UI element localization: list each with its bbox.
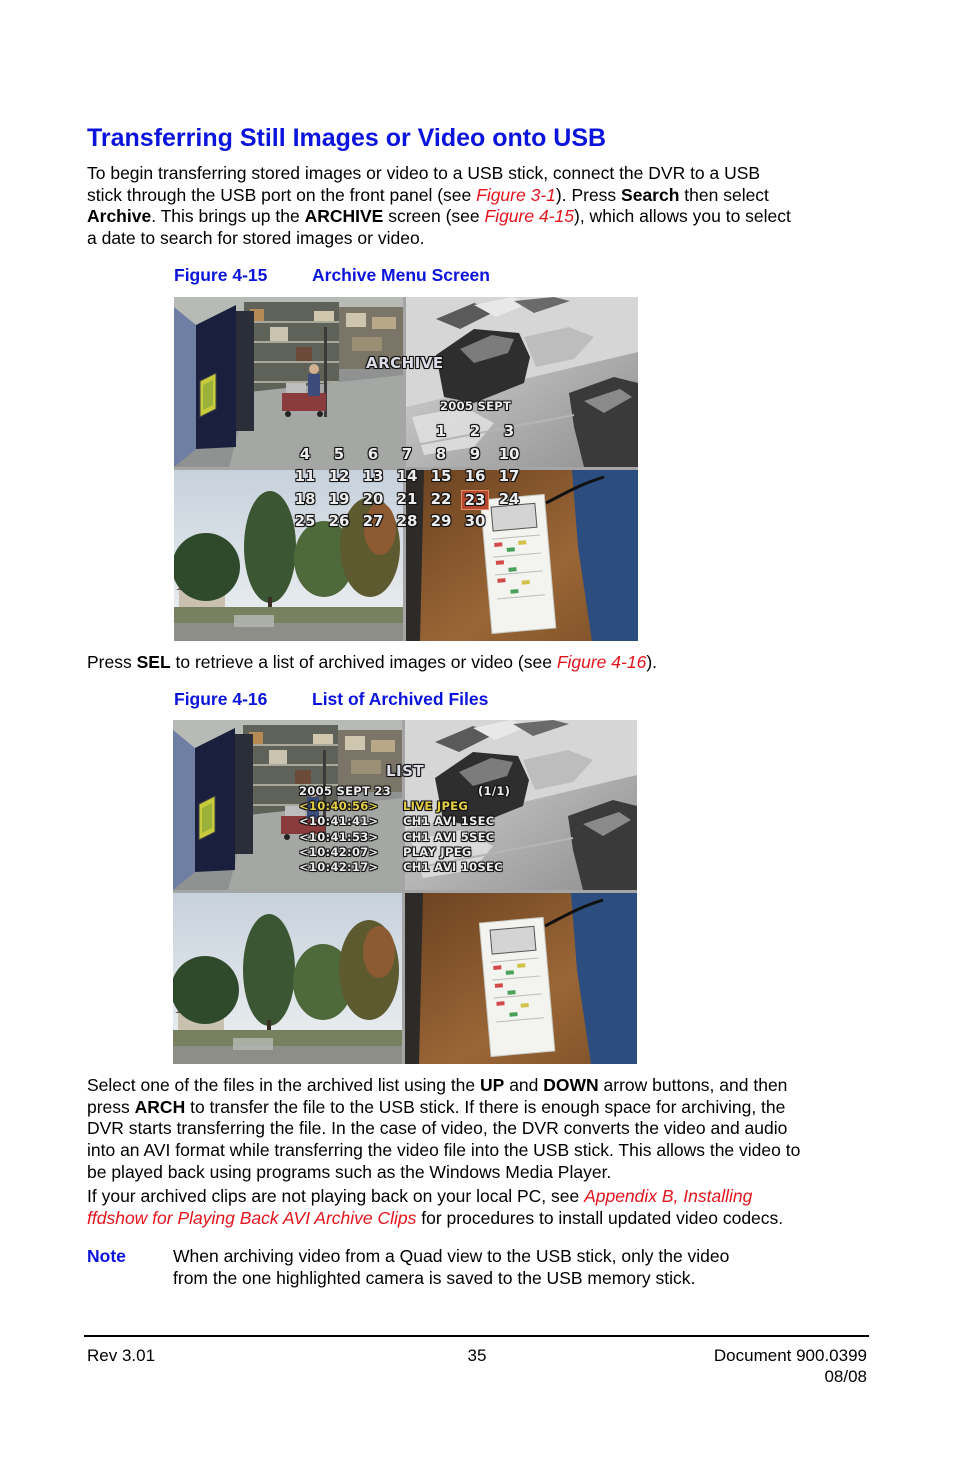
text-run: press bbox=[87, 1096, 135, 1117]
list-screen-title: LIST bbox=[386, 762, 425, 780]
text-run: stick through the USB port on the front panel (see bbox=[87, 184, 477, 205]
archived-files-list-screenshot bbox=[173, 720, 637, 1064]
archive-menu-screenshot bbox=[174, 297, 638, 641]
text-run: Press bbox=[87, 652, 137, 672]
text-run: a date to search for stored images or video. bbox=[87, 228, 425, 249]
calendar-day[interactable]: 15 bbox=[430, 467, 452, 485]
archived-file-row[interactable] bbox=[299, 845, 599, 860]
calendar-day[interactable]: 7 bbox=[401, 444, 413, 463]
figure-title: Archive Menu Screen bbox=[312, 265, 490, 285]
calendar-day[interactable]: 9 bbox=[469, 444, 481, 463]
calendar-day[interactable]: 20 bbox=[362, 489, 384, 508]
bold-term: ARCH bbox=[134, 1096, 186, 1117]
footer-revision: Rev 3.01 bbox=[87, 1346, 156, 1365]
intro-paragraph bbox=[87, 163, 791, 250]
text-line bbox=[87, 206, 791, 228]
bold-term: SEL bbox=[136, 652, 171, 672]
calendar-day[interactable]: 21 bbox=[396, 489, 418, 508]
text-run: from the one highlighted camera is saved to the USB memory stick. bbox=[173, 1267, 696, 1288]
calendar-day[interactable]: 18 bbox=[294, 489, 316, 508]
bold-term: ARCHIVE bbox=[304, 206, 384, 227]
note-label: Note bbox=[87, 1246, 126, 1266]
calendar-day[interactable]: 5 bbox=[333, 444, 345, 463]
text-line bbox=[173, 1268, 729, 1290]
footer-document-number: Document 900.0399 bbox=[713, 1346, 867, 1365]
text-line bbox=[87, 1118, 800, 1140]
text-run: and bbox=[504, 1075, 544, 1095]
text-run: to transfer the file to the USB stick. If there is enough space for archiving, the bbox=[185, 1096, 786, 1117]
calendar-day[interactable]: 19 bbox=[328, 489, 350, 508]
calendar-day[interactable]: 25 bbox=[294, 512, 316, 530]
file-type: CH1 AVI 5SEC bbox=[403, 829, 495, 844]
cross-reference-link[interactable]: Figure 4-16 bbox=[556, 652, 647, 672]
figure-4-16-caption bbox=[174, 688, 574, 710]
text-line bbox=[87, 1186, 783, 1208]
calendar-day[interactable]: 29 bbox=[430, 512, 452, 530]
text-line bbox=[87, 1162, 800, 1184]
archive-calendar bbox=[288, 421, 526, 534]
bold-term: Search bbox=[621, 184, 680, 205]
list-date-label: 2005 SEPT 23 bbox=[299, 784, 392, 798]
calendar-day[interactable]: 30 bbox=[464, 512, 486, 530]
text-line bbox=[173, 1246, 729, 1268]
cross-reference-link[interactable]: Appendix B, Installing bbox=[584, 1186, 753, 1206]
archived-file-row[interactable] bbox=[299, 830, 599, 845]
calendar-day[interactable]: 14 bbox=[396, 467, 418, 485]
archived-file-row[interactable] bbox=[299, 814, 599, 829]
text-line bbox=[87, 1140, 800, 1162]
calendar-day[interactable]: 4 bbox=[299, 444, 311, 463]
cross-reference-link[interactable]: Figure 4-15 bbox=[484, 206, 574, 227]
text-run: ). Press bbox=[555, 184, 622, 205]
list-page-indicator: (1/1) bbox=[478, 784, 511, 798]
text-line bbox=[87, 1075, 800, 1097]
text-line bbox=[87, 185, 791, 207]
archived-file-list bbox=[299, 799, 599, 879]
text-run: into an AVI format while transferring the video file into the USB stick. This allows the video to bbox=[87, 1140, 801, 1161]
calendar-day[interactable]: 26 bbox=[328, 512, 350, 530]
text-run: ). bbox=[646, 652, 658, 672]
calendar-day[interactable]: 8 bbox=[435, 444, 447, 463]
cross-reference-link[interactable]: Figure 3-1 bbox=[476, 184, 556, 205]
calendar-day[interactable]: 28 bbox=[396, 512, 418, 530]
file-timestamp: <10:42:07> bbox=[299, 844, 379, 859]
text-run: To begin transferring stored images or video to a USB stick, connect the DVR to a USB bbox=[87, 163, 761, 183]
text-run: When archiving video from a Quad view to the USB stick, only the video bbox=[173, 1246, 730, 1266]
calendar-day-selected[interactable]: 23 bbox=[461, 490, 489, 511]
footer-rule bbox=[84, 1335, 869, 1337]
calendar-day[interactable]: 16 bbox=[464, 467, 486, 485]
text-run: to retrieve a list of archived images or video (see bbox=[170, 652, 557, 672]
archived-file-row-selected[interactable] bbox=[299, 799, 599, 814]
calendar-day[interactable]: 2 bbox=[469, 422, 481, 440]
text-run: Select one of the files in the archived list using the bbox=[87, 1075, 481, 1095]
retrieve-paragraph bbox=[87, 652, 657, 674]
calendar-day[interactable]: 11 bbox=[294, 467, 316, 485]
figure-label: Figure 4-15 bbox=[174, 265, 268, 285]
archive-month-label: 2005 SEPT bbox=[440, 399, 512, 413]
page-title: Transferring Still Images or Video onto USB bbox=[87, 124, 607, 152]
calendar-day[interactable]: 17 bbox=[498, 467, 520, 485]
text-line bbox=[87, 228, 791, 250]
text-run: arrow buttons, and then bbox=[598, 1075, 788, 1095]
calendar-day[interactable]: 6 bbox=[367, 444, 379, 463]
calendar-day[interactable]: 13 bbox=[362, 467, 384, 485]
calendar-day[interactable]: 1 bbox=[435, 422, 447, 440]
calendar-day[interactable]: 27 bbox=[362, 512, 384, 530]
text-run: screen (see bbox=[383, 206, 485, 227]
note-text bbox=[173, 1246, 729, 1289]
text-line bbox=[87, 1097, 800, 1119]
text-run: then select bbox=[679, 184, 769, 205]
archive-screen-title: ARCHIVE bbox=[366, 354, 444, 372]
text-line bbox=[87, 652, 657, 674]
text-run: DVR starts transferring the file. In the case of video, the DVR converts the video and audio bbox=[87, 1118, 788, 1139]
file-type: LIVE JPEG bbox=[403, 799, 469, 813]
text-run: If your archived clips are not playing back on your local PC, see bbox=[87, 1186, 585, 1206]
calendar-day[interactable]: 12 bbox=[328, 467, 350, 485]
file-type: PLAY JPEG bbox=[403, 844, 472, 859]
text-run: for procedures to install updated video codecs. bbox=[416, 1207, 784, 1228]
text-line bbox=[87, 1208, 783, 1230]
calendar-day[interactable]: 10 bbox=[498, 444, 520, 463]
codecs-paragraph bbox=[87, 1186, 783, 1229]
archived-file-row[interactable] bbox=[299, 860, 599, 875]
file-timestamp: <10:40:56> bbox=[299, 799, 379, 813]
text-run: ), which allows you to select bbox=[574, 206, 791, 227]
figure-4-15-caption bbox=[174, 264, 574, 286]
text-run: be played back using programs such as the Windows Media Player. bbox=[87, 1161, 612, 1182]
figure-label: Figure 4-16 bbox=[174, 689, 268, 709]
bold-term: UP bbox=[480, 1075, 505, 1095]
calendar-day[interactable]: 22 bbox=[430, 489, 452, 508]
footer-page-number: 35 bbox=[467, 1346, 487, 1365]
file-timestamp: <10:42:17> bbox=[299, 860, 379, 875]
text-line bbox=[87, 163, 791, 185]
cross-reference-link[interactable]: ffdshow for Playing Back AVI Archive Clips bbox=[87, 1207, 417, 1228]
transfer-paragraph bbox=[87, 1075, 800, 1183]
file-timestamp: <10:41:41> bbox=[299, 814, 379, 829]
text-run: . This brings up the bbox=[151, 206, 305, 227]
figure-title: List of Archived Files bbox=[312, 689, 489, 709]
file-type: CH1 AVI 1SEC bbox=[403, 814, 495, 829]
bold-term: Archive bbox=[87, 206, 152, 227]
file-timestamp: <10:41:53> bbox=[299, 829, 379, 844]
calendar-day[interactable]: 3 bbox=[503, 422, 515, 440]
calendar-day[interactable]: 24 bbox=[498, 489, 520, 508]
footer-date: 08/08 bbox=[824, 1367, 867, 1386]
file-type: CH1 AVI 10SEC bbox=[403, 860, 503, 875]
bold-term: DOWN bbox=[543, 1075, 599, 1095]
